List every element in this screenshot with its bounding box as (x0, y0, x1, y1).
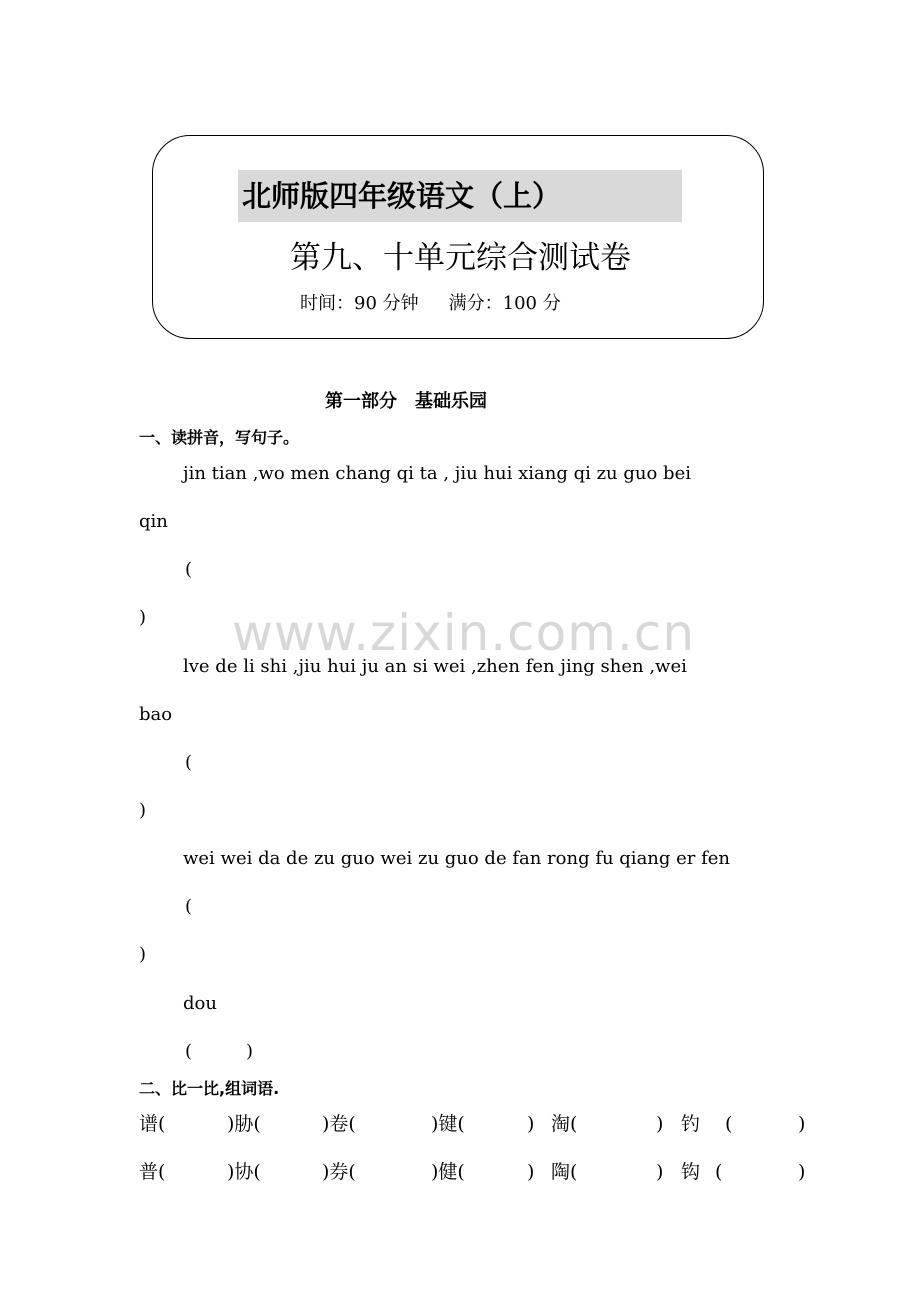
book-title: 北师版四年级语文（上） (238, 170, 682, 222)
answer-open-paren-3: ( (185, 896, 193, 917)
answer-open-paren-1: ( (185, 559, 193, 580)
exam-title: 第九、十单元综合测试卷 (290, 240, 631, 276)
pinyin-line-1b: qin (139, 511, 168, 532)
exam-time: 时间：90 分钟 (300, 293, 419, 314)
row1-cell: ) (527, 1113, 535, 1135)
row2-cell: 钩 (681, 1161, 701, 1183)
row2-cell: ) (527, 1161, 535, 1183)
answer-close-paren-2: ) (139, 800, 147, 821)
pinyin-line-3: wei wei da de zu guo wei zu guo de fan rong fu qiang er fen (183, 848, 731, 869)
row1-cell: ( (725, 1113, 733, 1135)
row2-cell: ( (715, 1161, 723, 1183)
pinyin-line-4: dou (183, 993, 217, 1014)
row1-cell: )键( (431, 1113, 465, 1135)
answer-open-paren-2: ( (185, 752, 193, 773)
row1-cell: 淘( (551, 1113, 578, 1135)
part-title: 第一部分 基础乐园 (325, 391, 487, 412)
row1-cell: 钓 (681, 1113, 701, 1135)
exam-info (300, 290, 561, 318)
row1-cell: )卷( (322, 1113, 356, 1135)
row2-cell: )健( (431, 1161, 465, 1183)
question-2-heading: 二、比一比,组词语. (139, 1079, 280, 1098)
row2-cell: ) (656, 1161, 664, 1183)
row1-cell: ) (798, 1113, 806, 1135)
row1-cell: 谱( (139, 1113, 166, 1135)
pinyin-line-2b: bao (139, 704, 173, 725)
watermark: www.zixin.com.cn (232, 604, 696, 662)
row2-cell: 陶( (551, 1161, 578, 1183)
pinyin-line-2a: lve de li shi ,jiu hui ju an si wei ,zhen fen jing shen ,wei (183, 656, 687, 677)
row2-cell: ) (798, 1161, 806, 1183)
answer-close-paren-1: ) (139, 607, 147, 628)
row2-cell: )券( (322, 1161, 356, 1183)
answer-paren-pair-4: ( ) (185, 1041, 254, 1062)
answer-close-paren-3: ) (139, 944, 147, 965)
row1-cell: )胁( (227, 1113, 261, 1135)
question-1-heading: 一、读拼音，写句子。 (139, 428, 300, 447)
row2-cell: )协( (227, 1161, 261, 1183)
exam-score: 满分：100 分 (448, 293, 561, 314)
pinyin-line-1a: jin tian ,wo men chang qi ta , jiu hui xiang qi zu guo bei (183, 463, 691, 484)
row1-cell: ) (656, 1113, 664, 1135)
row2-cell: 普( (139, 1161, 166, 1183)
